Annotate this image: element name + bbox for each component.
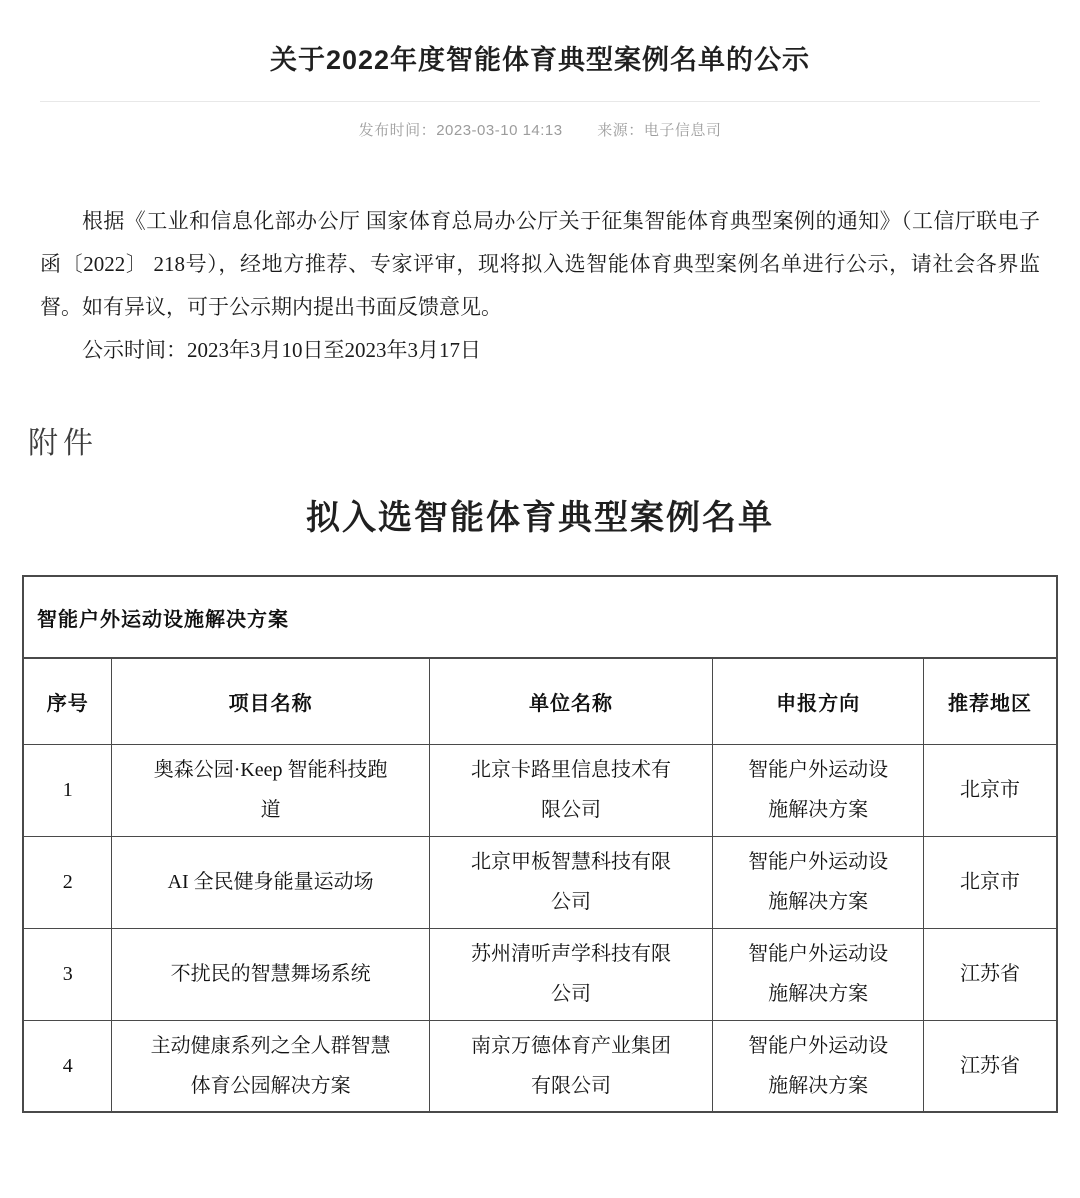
- table-cell-direction: 智能户外运动设施解决方案: [713, 836, 924, 928]
- case-table-wrapper: [22, 575, 1058, 1113]
- body-text-block: [40, 200, 1040, 372]
- table-cell-index: 2: [23, 836, 112, 928]
- source-label: 来源：: [597, 122, 644, 139]
- table-cell-project: 不扰民的智慧舞场系统: [112, 928, 429, 1020]
- table-cell-direction: 智能户外运动设施解决方案: [713, 928, 924, 1020]
- table-cell-direction: 智能户外运动设施解决方案: [713, 1020, 924, 1112]
- table-cell-project: 主动健康系列之全人群智慧体育公园解决方案: [112, 1020, 429, 1112]
- table-row: [23, 836, 1057, 928]
- source-value: 电子信息司: [643, 122, 722, 139]
- table-cell-region: 北京市: [924, 744, 1057, 836]
- publish-time-label: 发布时间：: [358, 122, 437, 139]
- table-cell-region: 江苏省: [924, 1020, 1057, 1112]
- case-table: [22, 575, 1058, 1113]
- announcement-paragraph: 根据《工业和信息化部办公厅 国家体育总局办公厅关于征集智能体育典型案例的通知》（工信厅联电子函〔2022〕 218号），经地方推荐、专家评审，现将拟入选智能体育典型案例名单进行公示，请社会各界监督。如有异议，可于公示期内提出书面反馈意见。: [40, 209, 1040, 319]
- table-row: [23, 744, 1057, 836]
- publish-time-value: 2023-03-10 14:13: [436, 122, 563, 139]
- table-cell-organization: 苏州清听声学科技有限公司: [429, 928, 712, 1020]
- table-cell-region: 北京市: [924, 836, 1057, 928]
- table-section-header: 智能户外运动设施解决方案: [23, 576, 1057, 658]
- table-row: [23, 1020, 1057, 1112]
- table-row: [23, 928, 1057, 1020]
- column-header-project: 项目名称: [112, 658, 429, 744]
- page-title: 关于2022年度智能体育典型案例名单的公示: [269, 45, 811, 75]
- table-cell-organization: 北京甲板智慧科技有限公司: [429, 836, 712, 928]
- table-cell-project: 奥森公园·Keep 智能科技跑道: [112, 744, 429, 836]
- table-cell-direction: 智能户外运动设施解决方案: [713, 744, 924, 836]
- meta-line: [0, 119, 1080, 140]
- table-cell-region: 江苏省: [924, 928, 1057, 1020]
- table-cell-index: 3: [23, 928, 112, 1020]
- table-body: [23, 744, 1057, 1112]
- table-cell-organization: 南京万德体育产业集团有限公司: [429, 1020, 712, 1112]
- table-cell-index: 1: [23, 744, 112, 836]
- table-section-row: [23, 576, 1057, 658]
- case-list-title: 拟入选智能体育典型案例名单: [306, 500, 774, 537]
- attachment-label: 附件: [28, 427, 98, 460]
- column-header-region: 推荐地区: [924, 658, 1057, 744]
- table-cell-project: AI 全民健身能量运动场: [112, 836, 429, 928]
- notice-period: 公示时间：2023年3月10日至2023年3月17日: [82, 338, 481, 362]
- table-cell-organization: 北京卡路里信息技术有限公司: [429, 744, 712, 836]
- title-divider: [40, 101, 1040, 102]
- column-header-index: 序号: [23, 658, 112, 744]
- table-header-row: [23, 658, 1057, 744]
- column-header-direction: 申报方向: [713, 658, 924, 744]
- column-header-organization: 单位名称: [429, 658, 712, 744]
- table-cell-index: 4: [23, 1020, 112, 1112]
